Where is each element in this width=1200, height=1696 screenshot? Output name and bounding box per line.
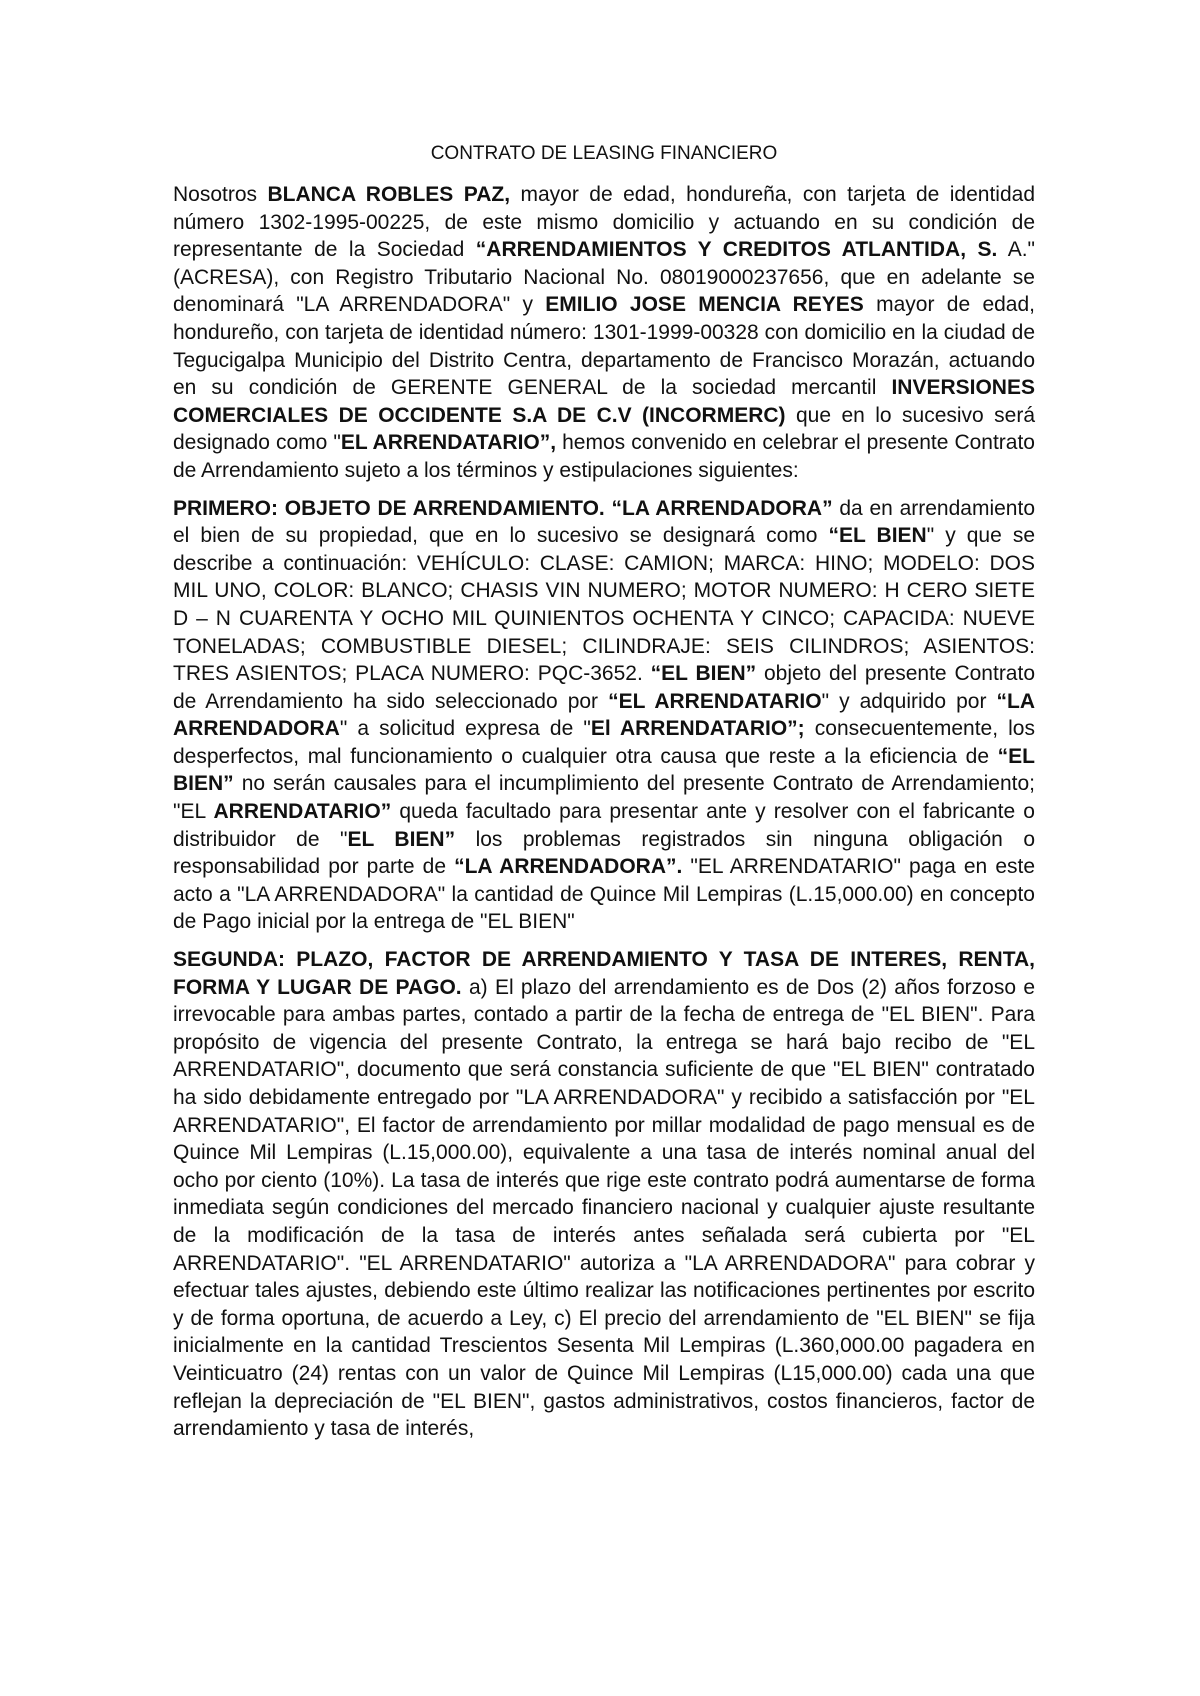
text-run: los problemas registrados sin ninguna obligación o responsabilidad por parte de: [173, 827, 1036, 879]
text-run: consecuentemente, los desperfectos, mal funcionamiento o cualquier otra causa que reste a la eficiencia de: [173, 717, 1035, 768]
bold-text-run: “LA ARRENDADORA: [173, 689, 1035, 741]
text-run: A." (ACRESA), con Registro Tributario Nacional No. 08019000237656, que en adelante se denominará "LA ARRENDADORA" y: [173, 238, 1035, 317]
bold-text-run: “EL BIEN”: [173, 744, 1035, 796]
bold-text-run: ARRENDATARIO”: [213, 800, 392, 824]
bold-text-run: PRIMERO: OBJETO DE ARRENDAMIENTO. “LA ARRENDADORA”: [173, 496, 833, 520]
bold-text-run: “EL BIEN”: [650, 662, 757, 686]
bold-text-run: EMILIO JOSE MENCIA REYES: [545, 293, 864, 317]
bold-text-run: SEGUNDA: PLAZO, FACTOR DE ARRENDAMIENTO Y TASA DE INTERES, RENTA, FORMA Y LUGAR DE PAGO.: [173, 948, 1035, 999]
text-run: mayor de edad, hondureña, con tarjeta de identidad número 1302-1995-00225, de este mismo domicilio y actuando en su condición de representante de la Sociedad: [173, 183, 1035, 262]
text-run: que en lo sucesivo será designado como ": [173, 403, 1036, 455]
text-run: " y que se describe a continuación: VEHÍCULO: CLASE: CAMION; MARCA: HINO; MODELO: DOS MIL UNO, COLOR: BLANCO; CHASIS VIN NUMERO; MOTOR NUMERO: H CERO SIETE D – N CUARENTA Y OCHO MIL QUINIENTOS OCHENTA Y CINCO; CAPACIDA: NUEVE TONELADAS; COMBUSTIBLE DIESEL; CILINDRAJE: SEIS CILINDROS; ASIENTOS: TRES ASIENTOS; PLACA NUMERO: PQC-3652.: [173, 524, 1035, 686]
clause-primero: [173, 495, 1035, 937]
bold-text-run: “EL BIEN: [828, 524, 927, 548]
intro-paragraph: [173, 181, 1035, 485]
text-run: objeto del presente Contrato de Arrendamiento ha sido seleccionado por: [173, 662, 1036, 713]
text-run: hemos convenido en celebrar el presente Contrato de Arrendamiento sujeto a los términos y estipulaciones siguientes:: [173, 431, 1035, 482]
text-run: a) El plazo del arrendamiento es de Dos (2) años forzoso e irrevocable para ambas partes, contado a partir de la fecha de entrega de "EL BIEN". Para propósito de vigencia del presente Contrato, la entrega se hará bajo recibo de "EL ARRENDATARIO", documento que será constancia suficiente de que "EL BIEN" contratado ha sido debidamente entregado por "LA ARRENDADORA" y recibido a satisfacción por "EL ARRENDATARIO", El factor de arrendamiento por millar modalidad de pago mensual es de Quince Mil Lempiras (L.15,000.00), equivalente a una tasa de interés nominal anual del ocho por ciento (10%). La tasa de interés que rige este contrato podrá aumentarse de forma inmediata según condiciones del mercado financiero nacional y cualquier ajuste resultante de la modificación de la tasa de interés antes señalada será cubierta por "EL ARRENDATARIO". "EL ARRENDATARIO" autoriza a "LA ARRENDADORA" para cobrar y efectuar tales ajustes, debiendo este último realizar las notificaciones pertinentes por escrito y de forma oportuna, de acuerdo a Ley, c) El precio del arrendamiento de "EL BIEN" se fija inicialmente en la cantidad Trescientos Sesenta Mil Lempiras (L.360,000.00 pagadera en Veinticuatro (24) rentas con un valor de Quince Mil Lempiras (L15,000.00) cada una que reflejan la depreciación de "EL BIEN", gastos administrativos, costos financieros, factor de arrendamiento y tasa de interés,: [173, 975, 1035, 1441]
text-run: " y adquirido por: [821, 689, 997, 713]
bold-text-run: BLANCA ROBLES PAZ,: [267, 183, 511, 206]
bold-text-run: El ARRENDATARIO”;: [590, 717, 805, 741]
text-run: no serán causales para el incumplimiento del presente Contrato de Arrendamiento; "EL: [173, 772, 1035, 824]
text-run: Nosotros: [173, 183, 268, 206]
document-body: [173, 181, 1035, 1443]
text-run: queda facultado para presentar ante y resolver con el fabricante o distribuidor de ": [173, 800, 1035, 851]
clause-segunda: [173, 946, 1035, 1443]
bold-text-run: EL ARRENDATARIO”,: [340, 431, 557, 455]
text-run: mayor de edad, hondureño, con tarjeta de identidad número: 1301-1999-00328 con domicilio en la ciudad de Tegucigalpa Municipio del Distrito Centra, departamento de Francisco Morazán, actuando en su condición de GERENTE GENERAL de la sociedad mercantil: [173, 293, 1035, 400]
bold-text-run: INVERSIONES COMERCIALES DE OCCIDENTE S.A DE C.V (INCORMERC): [173, 376, 1035, 427]
bold-text-run: “EL ARRENDATARIO: [608, 689, 822, 713]
text-run: "EL ARRENDATARIO" paga en este acto a "LA ARRENDADORA" la cantidad de Quince Mil Lempiras (L.15,000.00) en concepto de Pago inicial por la entrega de "EL BIEN": [173, 855, 1036, 934]
bold-text-run: EL BIEN”: [347, 827, 456, 851]
text-run: " a solicitud expresa de ": [339, 717, 591, 741]
bold-text-run: “ARRENDAMIENTOS Y CREDITOS ATLANTIDA, S.: [475, 238, 998, 262]
document-page: [173, 140, 1035, 1453]
bold-text-run: “LA ARRENDADORA”.: [454, 855, 683, 879]
document-title: CONTRATO DE LEASING FINANCIERO: [430, 143, 778, 164]
text-run: da en arrendamiento el bien de su propiedad, que en lo sucesivo se designará como: [173, 496, 1036, 548]
